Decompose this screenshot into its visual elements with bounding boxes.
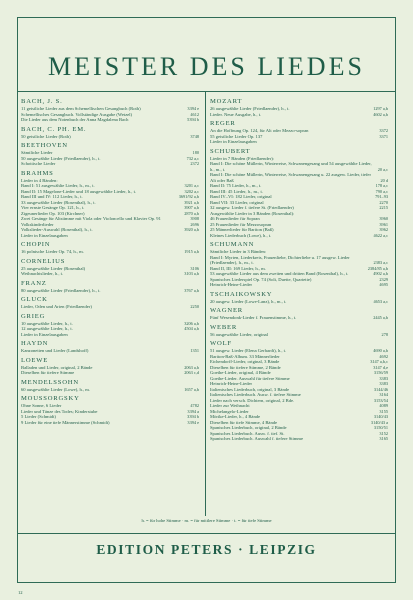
edition-number: 3960 xyxy=(379,216,388,221)
edition-number: 3907 a,b xyxy=(184,205,199,210)
entry-title: Schottische Lieder xyxy=(21,161,56,166)
entry-title: Spanisches Liederbuch. Ausw. f. tief. St. xyxy=(210,430,285,436)
composer-heading: GRIEG xyxy=(21,312,46,320)
entry-title: Schemellisches Gesangbuch. Vollständige Ausgabe (Wetzel) xyxy=(21,111,133,117)
edition-number: 2372 xyxy=(190,161,199,166)
entry-title: Spanisches Liederbuch, original, 2 Bände xyxy=(210,425,287,430)
edition-number: 3140/43 xyxy=(373,414,388,419)
catalog-entry xyxy=(210,332,388,338)
edition-number: 2445 a,b xyxy=(373,315,388,320)
catalog-entry xyxy=(21,304,199,310)
entry-title: 5 Lieder (Schmidt) xyxy=(21,414,56,419)
catalog-entry xyxy=(210,233,388,239)
entry-title: Goethe-Lieder. Auswahl für tiefere Stimme xyxy=(210,375,290,381)
edition-number: 3103 a,b xyxy=(184,271,199,276)
composer-heading: TSCHAIKOWSKY xyxy=(210,290,273,298)
edition-number: 790 a,c xyxy=(375,188,388,194)
edition-number: 3165 xyxy=(379,436,388,441)
entry-title: Goethe-Lieder, original, 4 Bände xyxy=(210,370,271,375)
catalog-entry xyxy=(21,117,199,123)
composer-heading: HAYDN xyxy=(21,340,49,347)
edition-number: 3202 a,c xyxy=(184,188,199,194)
entry-title: Lieder. Neue Ausgabe, h., t. xyxy=(210,111,262,117)
edition-number: 2063 a,b xyxy=(184,364,199,370)
edition-number: 3164 xyxy=(379,392,388,397)
catalog-entry xyxy=(210,315,388,321)
edition-number: 2696 xyxy=(190,221,199,227)
entry-title: Dieselben für tiefere Stimme xyxy=(21,370,75,375)
composer-heading: LOEWE xyxy=(21,356,49,364)
entry-title: Die Lieder aus dem Notenbuch der Anna Magdalena Bach xyxy=(21,117,129,122)
entry-title: Band I: Myrten, Liederkreis, Frauenliebe, Dichterliebe u. 17 ausgew. Lieder (Friedlaender), h., m., t. xyxy=(210,254,350,265)
entry-title: Band II: 75 Lieder, h., m., t. xyxy=(210,183,262,188)
edition-number: 4782 xyxy=(190,403,199,408)
edition-number: 2270 xyxy=(379,199,388,205)
composer-heading: MOUSSORGSKY xyxy=(21,395,80,402)
entry-title: 33 ausgewählte Lieder (Rosenthal), h., t. xyxy=(21,199,96,205)
edition-number: 3106 xyxy=(190,265,199,271)
composer-heading: BACH, C. PH. EM. xyxy=(21,125,87,133)
edition-number: 3921 a,b xyxy=(184,199,199,205)
composer-heading: MENDELSSOHN xyxy=(21,378,79,386)
edition-number: 4089 xyxy=(379,403,388,408)
entry-title: An die Hoffnung Op. 124, für Alt oder Mezzo-sopran xyxy=(210,128,309,133)
entry-title: 25 ausgewählte Lieder (Rosenthal) xyxy=(21,265,86,271)
entry-title: Band III: 45 Lieder, h., m., t. xyxy=(210,188,263,194)
edition-number: 3394 a xyxy=(187,408,199,414)
edition-number: 3155 xyxy=(379,408,388,414)
edition-number: 3144/46 xyxy=(373,386,388,392)
entry-title: Dieselben für tiefere Stimme, 2 Bände xyxy=(210,364,281,370)
entry-title: Lieder in Einzelausgaben xyxy=(21,232,68,238)
entry-title: 55 geistliche Lieder Op. 137 xyxy=(210,133,263,139)
bottom-divider xyxy=(17,533,396,534)
edition-number: 4690 a,b xyxy=(373,348,388,353)
edition-number: 2870 a,b xyxy=(184,210,199,216)
composer-heading: REGER xyxy=(210,120,236,127)
entry-title: Italienisches Liederbuch. Ausw. f. tiefere Stimme xyxy=(210,392,301,397)
entry-title: Lieder in 7 Bänden (Friedlaender): xyxy=(210,155,275,161)
entry-title: 53 ausgewählte Lieder aus dem zweiten und dritten Band (Rosenthal), h., t. xyxy=(210,271,349,276)
entry-title: Heinrich-Heine-Lieder xyxy=(210,381,253,386)
entry-title: Spanisches Liederspiel Op. 74 (Soli, Duette, Quartette) xyxy=(210,276,312,282)
entry-title: Balladen und Lieder, original, 2 Bände xyxy=(21,364,93,370)
edition-number: 3767 a,b xyxy=(184,287,199,293)
entry-title: 60 ausgewählte Lieder (Lowe), h., m. xyxy=(21,386,91,392)
entry-title: 16 polnische Lieder Op. 74, h., m. xyxy=(21,249,84,254)
edition-number: 3140/43 a xyxy=(370,419,388,425)
entry-title: 80 ausgewählte Lieder (Friedlaender), h., t. xyxy=(21,287,101,293)
entry-title: Lieder und Tänze des Todes; Kinderstube xyxy=(21,408,98,414)
entry-title: Band I: 51 ausgewählte Lieder, h., m., t. xyxy=(21,183,95,188)
entry-title: 11 geistliche Lieder aus dem Schemellischen Gesangbuch (Roth) xyxy=(21,106,141,111)
edition-number: 20 a,c xyxy=(377,166,388,172)
entry-title: Kanzonetten und Lieder (Landshoff) xyxy=(21,348,89,353)
catalog-entry xyxy=(210,299,388,305)
edition-number: 20 d xyxy=(380,177,388,183)
voice-legend: h. = für hohe Stimme · m. = für mittlere Stimme · t. = für tiefe Stimme xyxy=(141,518,272,523)
top-divider xyxy=(17,91,396,92)
composer-heading: GLUCK xyxy=(21,296,48,303)
entry-title: Sämtliche Lieder in 3 Bänden: xyxy=(210,249,267,254)
entry-title: Lieder nach versch. Dichtern, original, 2 Bde. xyxy=(210,397,295,403)
edition-number: 3147 a,b,c xyxy=(370,359,388,364)
catalog-entry xyxy=(210,255,388,266)
entry-title: Michelangelo-Lieder xyxy=(210,408,249,414)
edition-number: 4612 xyxy=(190,111,199,117)
entry-title: Heinrich-Heine-Lieder xyxy=(210,282,253,287)
catalog-entry xyxy=(21,288,199,294)
composer-heading: BEETHOVEN xyxy=(21,142,68,149)
edition-number: 1657 a,b xyxy=(184,386,199,392)
entry-title: Sämtliche Lieder xyxy=(21,150,53,155)
composer-heading: SCHUMANN xyxy=(210,241,255,248)
edition-number: 3394 e xyxy=(187,106,199,111)
edition-number: 2250 xyxy=(190,304,199,309)
entry-title: 51 ausgew. Lieder (Elena Gerhardt), h., t. xyxy=(210,348,287,353)
composer-heading: BRAHMS xyxy=(21,169,54,177)
entry-title: Mörike-Lieder, h., 4 Bände xyxy=(210,414,261,419)
entry-title: 25 Männerlieder für Bariton (Baß) xyxy=(210,227,274,232)
entry-title: 9 Lieder für eine tiefe Männerstimme (Schmidt) xyxy=(21,419,110,425)
edition-number: 3748 xyxy=(190,133,199,139)
edition-number: 3962 xyxy=(379,227,388,232)
catalog-entry xyxy=(210,139,388,145)
edition-number: 3920 a,b xyxy=(184,227,199,232)
entry-title: 12 ausgewählte Lieder, h., t. xyxy=(21,326,73,331)
edition-number: 3961 xyxy=(379,221,388,227)
edition-number: 3201 a,c xyxy=(184,183,199,188)
catalog-entry xyxy=(21,348,199,354)
entry-title: Dieselben für tiefe Stimme, 4 Bände xyxy=(210,419,278,425)
edition-number: 180 xyxy=(192,150,199,155)
edition-number: 178 a,c xyxy=(375,183,388,188)
edition-number: 3394 b xyxy=(187,414,199,419)
column-divider xyxy=(205,91,206,516)
composer-heading: CORNELIUS xyxy=(21,257,66,265)
entry-title: Volkslieder-Auswahl (Rosenthal), h., t. xyxy=(21,227,93,232)
entry-title: Eichendorff-Lieder, original, 3 Bände xyxy=(210,359,280,364)
edition-number: 2063 c,d xyxy=(184,370,199,375)
catalog-entry xyxy=(210,161,388,172)
entry-title: 20 ausgew. Lieder (Lowe-Lanz), h., m., t. xyxy=(210,298,287,304)
entry-title: Bariton-Baß-Album. 33 Männerlieder xyxy=(210,353,280,359)
entry-title: Weihnachtslieder, h., t. xyxy=(21,271,64,276)
entry-title: Band I: Die schöne Müllerin, Winterreise, Schwanengesang und 54 ausgewählte Lieder, h., m., t. xyxy=(210,161,372,172)
edition-number: 4602 a,b xyxy=(373,111,388,117)
edition-number: 2384/85 a,b xyxy=(367,265,388,271)
right-column xyxy=(210,95,388,442)
edition-number: 3394 e xyxy=(187,419,199,425)
edition-number: 3372 xyxy=(379,128,388,133)
composer-heading: SCHUBERT xyxy=(210,147,251,155)
catalog-entry xyxy=(21,332,199,338)
catalog-entry xyxy=(210,112,388,118)
composer-heading: WAGNER xyxy=(210,307,244,314)
edition-number: 3150/51 xyxy=(373,425,388,430)
catalog-entry xyxy=(21,387,199,393)
entry-title: 50 geistliche Lieder (Roth) xyxy=(21,133,71,139)
entry-title: Italienisches Liederbuch, original, 3 Bände xyxy=(210,386,290,392)
edition-number: 791–93 xyxy=(375,194,388,199)
edition-number: 4622 a,c xyxy=(373,232,388,238)
catalog-entry xyxy=(21,233,199,239)
composer-heading: FRANZ xyxy=(21,279,47,287)
entry-title: Band VII: 33 Lieder, original xyxy=(210,199,264,205)
entry-title: Ausgewählte Lieder in 3 Bänden (Rosenthal): xyxy=(210,210,295,216)
entry-title: Spanisches Liederbuch. Auswahl f. tiefere Stimme xyxy=(210,436,303,441)
entry-title: 32 ausgew. Lieder f. tiefere St. (Friedlaender) xyxy=(210,205,294,210)
catalog-entry xyxy=(21,271,199,277)
entry-title: Zwei Gesänge für Altstimme mit Viola oder Violoncello und Klavier Op. 91 xyxy=(21,216,161,221)
edition-number: 1351 xyxy=(190,348,199,353)
entry-title: 46 Frauenlieder für Sopran xyxy=(210,216,260,221)
entry-title: Ohne Sonne, 6 Lieder xyxy=(21,403,62,408)
edition-number: 3908 xyxy=(190,216,199,221)
composer-heading: BACH, J. S. xyxy=(21,98,63,105)
edition-number: 5394 b xyxy=(187,117,199,122)
edition-number: 3206 a,b xyxy=(184,320,199,326)
edition-number: 278 xyxy=(381,331,388,337)
page-title: MEISTER DES LIEDES xyxy=(48,52,365,81)
catalog-entry xyxy=(21,370,199,376)
edition-number: 4504 a,b xyxy=(184,326,199,331)
edition-number: 2329 xyxy=(379,276,388,282)
entry-title: 25 Frauenlieder für Mezzosopran xyxy=(210,221,272,227)
catalog-entry xyxy=(210,282,388,288)
edition-number: 3147 d,e xyxy=(373,364,388,370)
edition-number: 3153/54 xyxy=(373,397,388,403)
left-column xyxy=(21,95,199,425)
edition-number: 4695 xyxy=(379,282,388,287)
edition-number: 3156/59 xyxy=(373,370,388,375)
entry-title: Lieder in Einzelausgaben xyxy=(21,331,68,337)
entry-title: Zigeunerlieder Op. 103 (Kirchner) xyxy=(21,210,85,216)
entry-title: Lieder zur Weihnacht xyxy=(210,403,250,408)
edition-number: 1297 a,b xyxy=(373,106,388,111)
composer-heading: CHOPIN xyxy=(21,241,51,248)
entry-title: Kleines Liederbuch (Lowe), h., t. xyxy=(210,232,272,238)
publisher-footer: EDITION PETERS · LEIPZIG xyxy=(96,542,317,557)
edition-number: 3383 xyxy=(379,381,388,386)
catalog-entry xyxy=(21,161,199,167)
edition-number: 732 a,c xyxy=(186,155,199,161)
entry-title: Band II: 15 Magelone-Lieder und 18 ausgewählte Lieder, h., t. xyxy=(21,188,137,194)
edition-number: 4692 xyxy=(379,353,388,359)
entry-title: 26 ausgewählte Lieder (Friedlaender), h., t. xyxy=(210,106,290,111)
entry-title: 50 ausgewählte Lieder (Friedlaender), h., t. xyxy=(21,155,101,161)
entry-title: Lieder, Oden und Arien (Friedlaender) xyxy=(21,304,92,309)
page-number: 12 xyxy=(18,590,23,595)
edition-number: 1915 a,b xyxy=(184,249,199,254)
composer-heading: WOLF xyxy=(210,340,232,347)
edition-number: 3691/92 a,b xyxy=(178,194,199,199)
entry-title: Vier ernste Gesänge Op. 121, h., t. xyxy=(21,205,85,210)
catalog-entry xyxy=(210,172,388,183)
edition-number: 4902 a,b xyxy=(373,271,388,276)
composer-heading: WEBER xyxy=(210,323,238,331)
edition-number: 3152 xyxy=(379,430,388,436)
entry-title: 56 ausgewählte Lieder, original xyxy=(210,331,268,337)
composer-heading: MOZART xyxy=(210,98,243,105)
edition-number: 2383 a,c xyxy=(373,260,388,265)
edition-number: 4653 a,c xyxy=(373,298,388,304)
edition-number: 2215 xyxy=(379,205,388,210)
catalog-entry xyxy=(210,436,388,442)
entry-title: 10 ausgewählte Lieder, h., t. xyxy=(21,320,73,326)
entry-title: Fünf Wesendonk-Lieder f. Frauenstimme, h., t. xyxy=(210,315,297,320)
edition-number: 3383 xyxy=(379,375,388,381)
entry-title: Band III und IV: 112 Lieder, h., t. xyxy=(21,194,83,199)
entry-title: Volkskinderlieder xyxy=(21,221,54,227)
edition-number: 3371 xyxy=(379,133,388,139)
entry-title: Lieder in 4 Bänden: xyxy=(21,177,58,183)
catalog-entry xyxy=(21,134,199,140)
catalog-entry xyxy=(21,249,199,255)
entry-title: Band IV–VI: 182 Lieder, original xyxy=(210,194,272,199)
catalog-entry xyxy=(21,420,199,426)
entry-title: Band II, III: 169 Lieder, h., m. xyxy=(210,265,266,271)
entry-title: Lieder in Einzelausgaben xyxy=(210,139,257,144)
entry-title: Band I: Die schöne Müllerin, Winterreise, Schwanengesang u. 22 ausgew. Lieder, tiefer Alt oder Baß xyxy=(210,172,371,183)
